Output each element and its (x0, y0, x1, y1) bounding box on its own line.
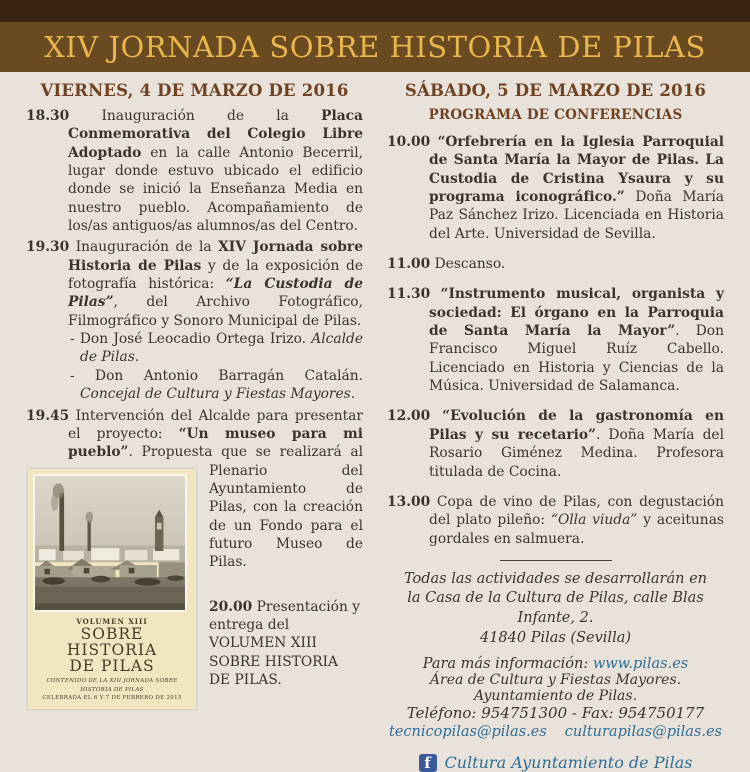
more-info-line (387, 656, 724, 672)
page-title: XIV JORNADA SOBRE HISTORIA DE PILAS (44, 30, 706, 64)
text-segment: Concejal de Cultura y Fiestas Mayores (80, 386, 351, 403)
book-cover (28, 469, 196, 710)
friday-heading: VIERNES, 4 DE MARZO DE 2016 (40, 81, 349, 100)
event-1130 (387, 285, 724, 395)
event-time: 12.00 (387, 408, 431, 425)
text-segment: , del Archivo Fotográfico, Filmográfico y Sonoro Municipal de Pilas. (68, 294, 363, 329)
conference-program-subheading: PROGRAMA DE CONFERENCIAS (428, 107, 683, 123)
text-segment: “Orfebrería en la Iglesia Parroquial de Santa María la Mayor de Pilas. La Custodia de Cristina Ysaura y su programa iconográfico.” (429, 134, 725, 206)
text-segment: Placa Conmemorativa del Colegio Libre Adoptado (68, 108, 363, 161)
event-1000 (387, 133, 724, 243)
event-time: 20.00 (209, 598, 253, 615)
book-cover-subtitle-line2: CELEBRADA EL 6 Y 7 DE FEBRERO DE 2015 (42, 694, 182, 701)
text-segment: Inauguración de la (75, 239, 219, 256)
friday-column (26, 77, 363, 772)
venue-line-1: Todas las actividades se desarrollarán en (403, 570, 708, 587)
event-time: 19.30 (26, 239, 70, 256)
event-subitem (68, 330, 363, 367)
facebook-icon[interactable]: f (419, 754, 437, 772)
event-1830 (26, 107, 363, 235)
venue-line-3: 41840 Pilas (Sevilla) (479, 629, 632, 646)
text-segment: - Don Antonio Barragán Catalán. (70, 367, 363, 384)
text-segment: . (134, 349, 140, 366)
phone-fax-line: Teléfono: 954751300 - Fax: 954750177 (406, 704, 705, 723)
book-cover-text (33, 612, 191, 710)
email-row (387, 724, 724, 740)
town-panorama-photo (33, 474, 187, 612)
email-cultura-link[interactable]: culturapilas@pilas.es (564, 724, 722, 741)
saturday-column (387, 77, 724, 772)
text-segment: “Olla viuda” (550, 512, 638, 529)
event-time: 11.00 (387, 256, 431, 273)
text-segment: Intervención del Alcalde para presentar el proyecto: (68, 407, 363, 442)
text-segment: Doña María Paz Sánchez Irizo. Licenciada en Historia del Arte. Universidad de Sevilla. (429, 189, 724, 242)
text-segment: . (277, 671, 282, 688)
text-segment: en la calle Antonio Becerril, lugar donde estuvo ubicado el edificio donde se inició la Enseñanza Media en nuestro pueblo. Acompañamiento de los/as antiguos/as alumnos/as del Centro. (68, 144, 363, 235)
text-segment: “Instrumento musical, organista y sociedad: El órgano en la Parroquia de Santa María la Mayor” (429, 286, 724, 340)
event-1300 (387, 493, 724, 548)
program-content (0, 72, 750, 772)
text-segment: XIV Jornada sobre Historia de Pilas (68, 239, 363, 274)
event-time: 18.30 (26, 108, 70, 124)
text-segment: Presentación y entrega del (209, 598, 361, 633)
event-time: 10.00 (387, 134, 431, 150)
flyer-header (0, 0, 750, 72)
text-segment: . Propuesta que se realizará al Plenario del Ayuntamiento de Pilas, con la creación de un Fondo para el futuro Museo de Pilas. (128, 444, 363, 571)
venue-line-2: la Casa de la Cultura de Pilas, calle Blas Infante, 2. (407, 590, 704, 626)
book-cover-subtitle-line1: CONTENIDO DE LA XIII JORNADA SOBRE HISTORIA DE PILAS (46, 678, 178, 693)
saturday-heading: SÁBADO, 5 DE MARZO DE 2016 (404, 81, 707, 100)
text-segment: “Un museo para mi pueblo” (68, 425, 363, 461)
text-segment: - Don José Leocadio Ortega Irizo. (70, 331, 312, 348)
text-segment: VOLUMEN XIII SOBRE HISTORIA DE PILAS (209, 635, 338, 688)
event-1100 (387, 255, 724, 273)
more-info-label: Para más información: (422, 656, 593, 673)
text-segment: . (350, 386, 356, 403)
text-segment: “Evolución de la gastronomía en Pilas y su recetario” (429, 408, 724, 443)
text-segment: y aceitunas gordales en salmuera. (429, 512, 724, 547)
event-1200 (387, 407, 724, 480)
info-footer (387, 560, 724, 772)
text-segment: Alcalde de Pilas (80, 331, 363, 366)
text-segment: . Doña María del Rosario Giménez Medina. Profesora titulada de Cocina. (429, 426, 724, 480)
email-tecnico-link[interactable]: tecnicopilas@pilas.es (389, 724, 547, 741)
book-cover-title-line1: SOBRE HISTORIA (66, 624, 158, 659)
text-segment: Copa de vino de Pilas, con degustación del plato pileño: (429, 493, 724, 529)
book-cover-subtitle (35, 677, 189, 702)
facebook-row[interactable] (387, 753, 724, 772)
event-subitem (68, 367, 363, 404)
text-segment: “La Custodia de Pilas” (68, 276, 363, 311)
text-segment: y de la exposición de fotografía histórica: (68, 257, 363, 293)
book-cover-title-line2: DE PILAS (69, 657, 155, 676)
header-top-stripe (0, 0, 750, 22)
book-cover-volume: VOLUMEN XIII (76, 616, 148, 626)
title-band (0, 22, 750, 72)
event-time: 19.45 (26, 407, 70, 424)
facebook-page-label[interactable]: Cultura Ayuntamiento de Pilas (444, 753, 693, 772)
event-time: 11.30 (387, 286, 431, 303)
text-segment: . Don Francisco Miguel Ruíz Cabello. Licenciado en Historia y Ciencias de la Música. Universidad de Salamanca. (429, 323, 725, 395)
website-link[interactable]: www.pilas.es (592, 656, 689, 673)
text-segment: Inauguración de la (101, 108, 322, 124)
text-segment: Descanso. (434, 256, 506, 273)
culture-area-line: Área de Cultura y Fiestas Mayores. Ayuntamiento de Pilas. (429, 672, 682, 705)
footer-divider (500, 560, 612, 561)
event-time: 13.00 (387, 493, 431, 510)
event-1930 (26, 238, 363, 403)
